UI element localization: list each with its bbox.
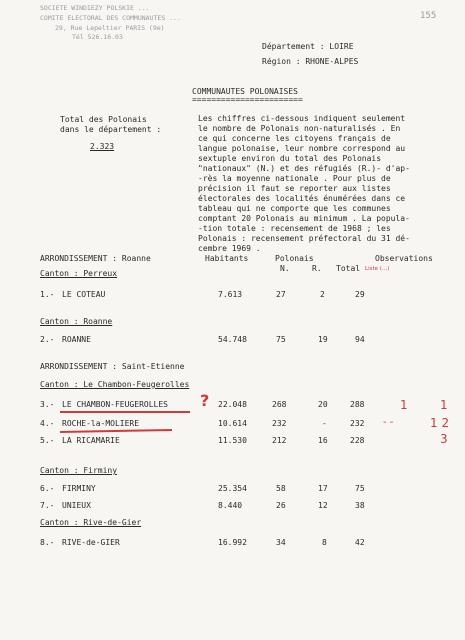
row-r: 17 bbox=[318, 484, 328, 493]
intro-line: le nombre de Polonais non-naturalisés . En bbox=[198, 124, 401, 133]
col-total-header: Total bbox=[336, 264, 361, 273]
row-n: 27 bbox=[276, 290, 286, 299]
row-number: 8.- bbox=[40, 538, 55, 547]
letterhead-line1: SOCIETE WINDIEZY POLSKIE ... bbox=[40, 4, 150, 12]
row-habitants: 8.440 bbox=[218, 501, 243, 510]
annotation-row4-b: 1 2 bbox=[430, 416, 450, 430]
row-r: 20 bbox=[318, 400, 328, 409]
intro-line: tableau qui ne comporte que les communes bbox=[198, 204, 391, 213]
row-commune: LE COTEAU bbox=[62, 290, 106, 299]
total-value: 2.323 bbox=[90, 142, 115, 151]
total-label-line2: dans le département : bbox=[60, 125, 162, 134]
intro-line: Polonais : recensement préfectoral du 31 dé- bbox=[198, 234, 410, 243]
letterhead-line2: COMITE ELECTORAL DES COMMUNAUTES ... bbox=[40, 14, 181, 22]
row-total: 38 bbox=[355, 501, 365, 510]
intro-line: -tion totale : recensement de 1968 ; les bbox=[198, 224, 391, 233]
total-label-line1: Total des Polonais bbox=[60, 115, 147, 124]
col-n-header: N. bbox=[280, 264, 290, 273]
row-number: 5.- bbox=[40, 436, 55, 445]
row-r: 2 bbox=[320, 290, 325, 299]
title-rule: ======================= bbox=[192, 95, 303, 104]
page-number: 155 bbox=[420, 11, 437, 21]
red-underline-row4 bbox=[60, 429, 172, 433]
intro-line: -rès la moyenne nationale . Pour plus de bbox=[198, 174, 391, 183]
row-number: 3.- bbox=[40, 400, 55, 409]
row-habitants: 10.614 bbox=[218, 419, 247, 428]
departement-label: Département : LOIRE bbox=[262, 42, 354, 51]
row-habitants: 16.992 bbox=[218, 538, 247, 547]
row-n: 26 bbox=[276, 501, 286, 510]
row-n: 34 bbox=[276, 538, 286, 547]
canton-heading: Canton : Roanne bbox=[40, 317, 113, 326]
row-number: 7.- bbox=[40, 501, 55, 510]
row-habitants: 11.530 bbox=[218, 436, 247, 445]
annotation-row3-b: 1 bbox=[440, 398, 448, 412]
intro-line: Les chiffres ci-dessous indiquent seulement bbox=[198, 114, 406, 123]
intro-line: langue polonaise, leur nombre correspond au bbox=[198, 144, 406, 153]
row-total: 288 bbox=[350, 400, 365, 409]
row-commune: RIVE-de-GIER bbox=[62, 538, 120, 547]
row-habitants: 7.613 bbox=[218, 290, 243, 299]
annotation-row4-a: - - bbox=[383, 417, 394, 428]
canton-heading: Canton : Perreux bbox=[40, 269, 118, 278]
row-commune: LA RICAMARIE bbox=[62, 436, 120, 445]
letterhead-line4: Tél 526.16.03 bbox=[72, 33, 123, 41]
row-number: 6.- bbox=[40, 484, 55, 493]
row-r: 8 bbox=[322, 538, 327, 547]
region-label: Région : RHONE-ALPES bbox=[262, 57, 359, 66]
col-habitants-header: Habitants bbox=[205, 254, 249, 263]
row-total: 94 bbox=[355, 335, 365, 344]
row-commune: UNIEUX bbox=[62, 501, 91, 510]
intro-line: ce qui concerne les citoyens français de bbox=[198, 134, 391, 143]
intro-line: électorales des localités énumérées dans ce bbox=[198, 194, 406, 203]
row-n: 232 bbox=[272, 419, 287, 428]
row-n: 212 bbox=[272, 436, 287, 445]
intro-line: cembre 1969 . bbox=[198, 244, 261, 253]
row-commune: ROCHE-la-MOLIERE bbox=[62, 419, 140, 428]
row-r: 12 bbox=[318, 501, 328, 510]
row-habitants: 22.048 bbox=[218, 400, 247, 409]
arrondissement-roanne-heading: ARRONDISSEMENT : Roanne bbox=[40, 254, 151, 263]
row-number: 1.- bbox=[40, 290, 55, 299]
letterhead-line3: 29, Rue Lepeltier PARIS (9e) bbox=[55, 24, 165, 32]
row-total: 75 bbox=[355, 484, 365, 493]
annotation-row3-a: 1 bbox=[400, 398, 408, 412]
row-commune: ROANNE bbox=[62, 335, 91, 344]
row-number: 2.- bbox=[40, 335, 55, 344]
row-n: 58 bbox=[276, 484, 286, 493]
intro-line: "nationaux" (N.) et des réfugiés (R.)- d'ap- bbox=[198, 164, 410, 173]
row-total: 232 bbox=[350, 419, 365, 428]
handwritten-note: Liste (...) bbox=[365, 266, 390, 272]
row-total: 29 bbox=[355, 290, 365, 299]
intro-line: comptant 20 Polonais au minimum . La popula- bbox=[198, 214, 410, 223]
col-polonais-header: Polonais bbox=[275, 254, 314, 263]
canton-heading: Canton : Le Chambon-Feugerolles bbox=[40, 380, 190, 389]
row-total: 42 bbox=[355, 538, 365, 547]
row-n: 268 bbox=[272, 400, 287, 409]
col-observations-header: Observations bbox=[375, 254, 433, 263]
row-r: 16 bbox=[318, 436, 328, 445]
question-mark: ? bbox=[200, 391, 210, 410]
row-total: 228 bbox=[350, 436, 365, 445]
intro-line: sextuple environ du total des Polonais bbox=[198, 154, 382, 163]
row-commune: LE CHAMBON-FEUGEROLLES bbox=[62, 400, 168, 409]
arrondissement-saint-etienne-heading: ARRONDISSEMENT : Saint-Etienne bbox=[40, 362, 185, 371]
intro-line: précision il faut se reporter aux listes bbox=[198, 184, 391, 193]
row-n: 75 bbox=[276, 335, 286, 344]
canton-heading: Canton : Rive-de-Gier bbox=[40, 518, 142, 527]
red-underline-row3 bbox=[60, 411, 190, 413]
annotation-row5-b: 3 bbox=[440, 432, 448, 446]
col-r-header: R. bbox=[312, 264, 322, 273]
row-r: - bbox=[322, 419, 327, 428]
row-habitants: 25.354 bbox=[218, 484, 247, 493]
row-r: 19 bbox=[318, 335, 328, 344]
row-commune: FIRMINY bbox=[62, 484, 96, 493]
row-number: 4.- bbox=[40, 419, 55, 428]
document-title: COMMUNAUTES POLONAISES bbox=[192, 87, 298, 96]
canton-heading: Canton : Firminy bbox=[40, 466, 118, 475]
row-habitants: 54.748 bbox=[218, 335, 247, 344]
